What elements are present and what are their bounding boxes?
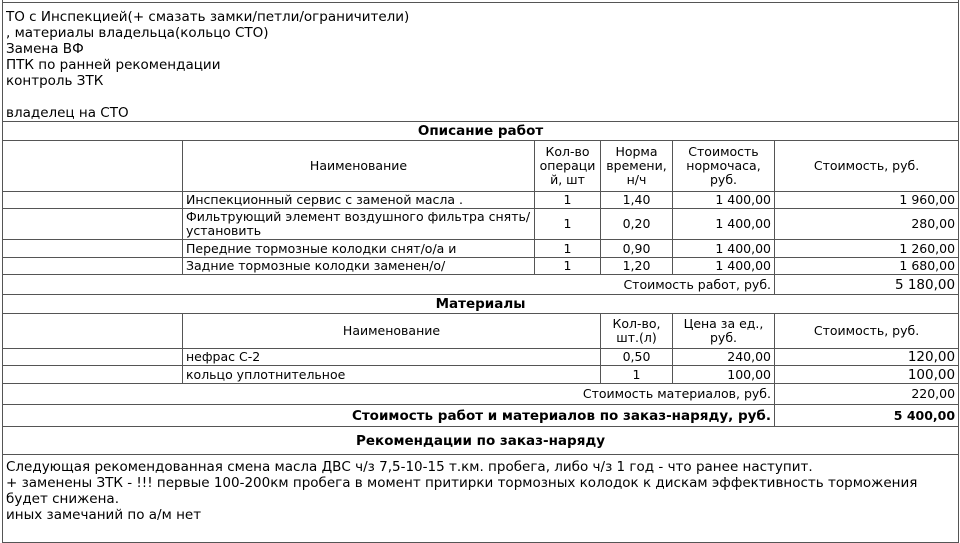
work-name: Задние тормозные колодки заменен/о/: [183, 258, 535, 275]
mat-header-cost: Стоимость, руб.: [775, 314, 959, 349]
work-name: Инспекционный сервис с заменой масла .: [183, 192, 535, 209]
works-title: Описание работ: [3, 122, 959, 141]
note-line: Замена ВФ: [6, 41, 84, 57]
col-header-rate: Стоимость нормочаса, руб.: [673, 141, 775, 192]
work-qty: 1: [535, 240, 601, 258]
work-rate: 1 400,00: [673, 258, 775, 275]
total-value: 5 400,00: [775, 405, 959, 427]
note-line: [6, 89, 955, 105]
recommendations-text: [3, 455, 959, 543]
work-hours: 0,90: [601, 240, 673, 258]
note-line: ПТК по ранней рекомендации: [6, 57, 221, 73]
work-cost: 1 680,00: [775, 258, 959, 275]
work-rate: 1 400,00: [673, 192, 775, 209]
material-cost: 120,00: [775, 349, 959, 366]
material-qty: 0,50: [601, 349, 673, 366]
work-qty: 1: [535, 258, 601, 275]
work-name: Фильтрующий элемент воздушного фильтра снять/установить: [183, 209, 535, 240]
material-name: кольцо уплотнительное: [183, 366, 601, 384]
work-name: Передние тормозные колодки снят/о/а и: [183, 240, 535, 258]
note-line: владелец на СТО: [6, 105, 129, 121]
work-rate: 1 400,00: [673, 209, 775, 240]
table-row: [3, 366, 959, 384]
work-order-table: [2, 0, 959, 543]
material-cost: 100,00: [775, 366, 959, 384]
table-row: [3, 209, 959, 240]
mat-header-name: Наименование: [183, 314, 601, 349]
col-header-qty: Кол-во операци й, шт: [535, 141, 601, 192]
mat-header-qty: Кол-во, шт.(л): [601, 314, 673, 349]
work-cost: 1 260,00: [775, 240, 959, 258]
col-header-cost: Стоимость, руб.: [775, 141, 959, 192]
recommendation-line: иных замечаний по а/м нет: [6, 507, 202, 523]
work-qty: 1: [535, 192, 601, 209]
work-cost: 1 960,00: [775, 192, 959, 209]
table-row: [3, 258, 959, 275]
work-rate: 1 400,00: [673, 240, 775, 258]
materials-subtotal-label: Стоимость материалов, руб.: [3, 384, 775, 405]
table-row: [3, 192, 959, 209]
recommendations-title: Рекомендации по заказ-наряду: [3, 427, 959, 455]
work-hours: 1,40: [601, 192, 673, 209]
total-label: Стоимость работ и материалов по заказ-наряду, руб.: [3, 405, 775, 427]
note-line: ТО с Инспекцией(+ смазать замки/петли/ограничители): [6, 9, 410, 25]
material-name: нефрас С-2: [183, 349, 601, 366]
recommendation-line: + заменены ЗТК - !!! первые 100-200км пробега в момент притирки тормозных колодок к дискам эффективность торможения будет снижена.: [6, 475, 918, 507]
works-subtotal-label: Стоимость работ, руб.: [3, 275, 775, 295]
col-header-name: Наименование: [183, 141, 535, 192]
material-price: 240,00: [673, 349, 775, 366]
work-hours: 0,20: [601, 209, 673, 240]
table-row: [3, 349, 959, 366]
materials-subtotal: 220,00: [775, 384, 959, 405]
mat-header-price: Цена за ед., руб.: [673, 314, 775, 349]
note-line: контроль ЗТК: [6, 73, 104, 89]
work-cost: 280,00: [775, 209, 959, 240]
spacer-cell: [3, 141, 183, 192]
material-price: 100,00: [673, 366, 775, 384]
material-qty: 1: [601, 366, 673, 384]
order-notes: [3, 3, 959, 122]
table-row: [3, 240, 959, 258]
col-header-hours: Норма времени, н/ч: [601, 141, 673, 192]
note-line: , материалы владельца(кольцо СТО): [6, 25, 269, 41]
work-hours: 1,20: [601, 258, 673, 275]
recommendation-line: Следующая рекомендованная смена масла ДВС ч/з 7,5-10-15 т.км. пробега, либо ч/з 1 год - что ранее наступит.: [6, 459, 813, 475]
materials-title: Материалы: [3, 295, 959, 314]
works-subtotal: 5 180,00: [775, 275, 959, 295]
work-qty: 1: [535, 209, 601, 240]
